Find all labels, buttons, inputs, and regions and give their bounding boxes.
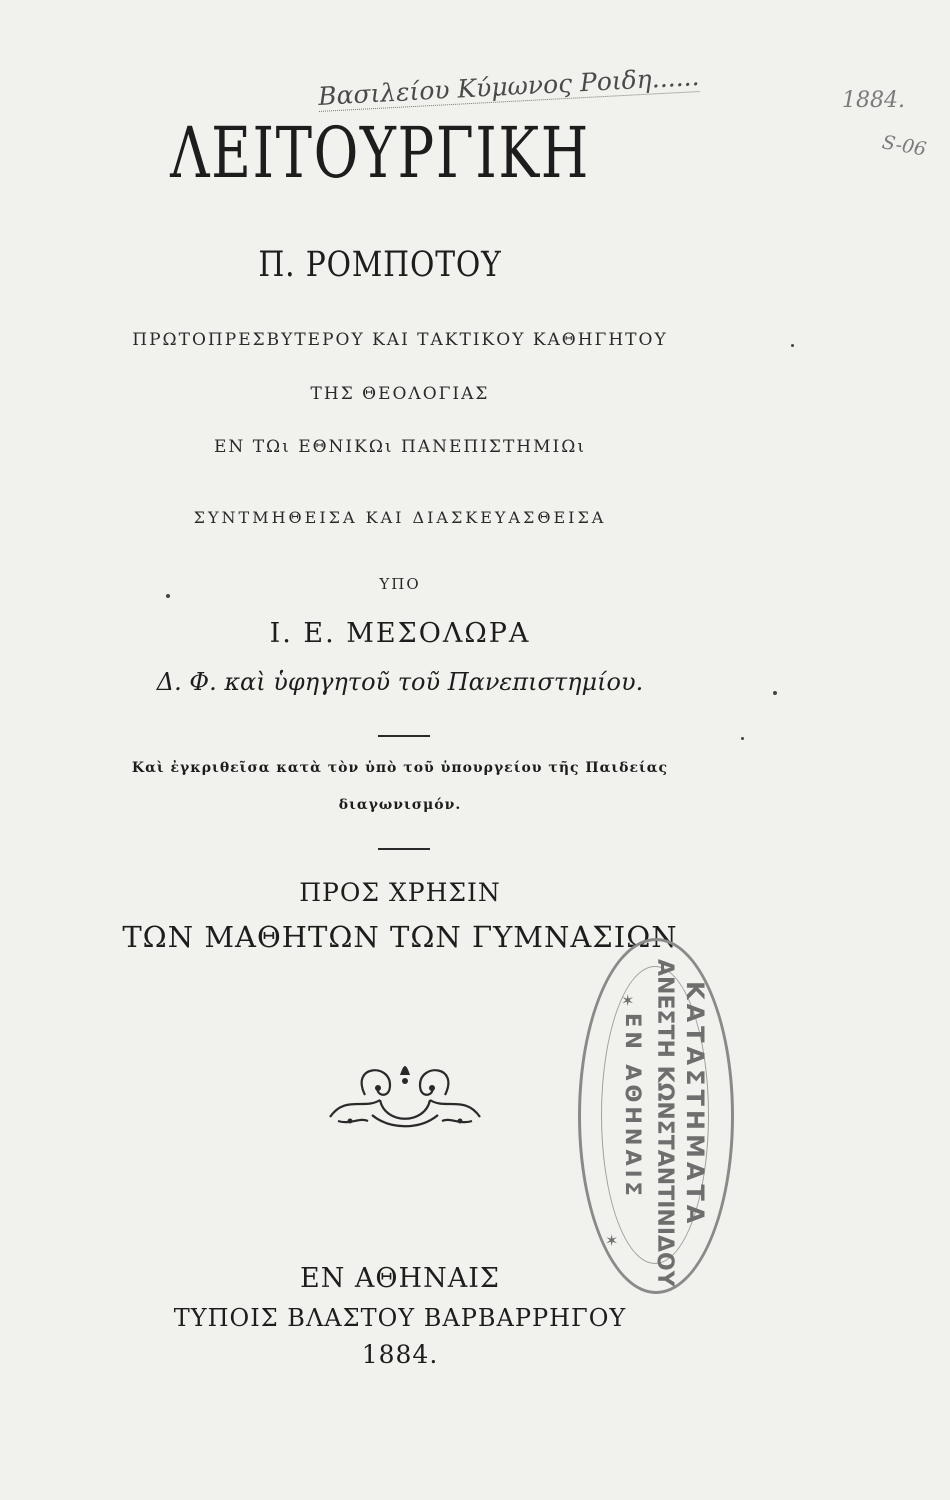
imprint-printer: ΤΥΠΟΙΣ ΒΛΑΣΤΟΥ ΒΑΡΒΑΡΡΗΓΟΥ — [173, 1304, 627, 1332]
ink-speck — [741, 737, 744, 740]
author-name: Π. ΡΟΜΠΟΤΟΥ — [258, 245, 502, 285]
stamp-middle-text: ΑΝΕΣΤΗ ΚΩΝΣΤΑΝΤΙΝΙΔΟΥ — [652, 959, 677, 1287]
book-title: ΛΕΙΤΟΥΡΓΙΚΗ — [170, 112, 590, 194]
ink-speck — [166, 594, 170, 598]
handwritten-margin-code: S-06 — [880, 131, 928, 161]
handwritten-owner-note: Βασιλείου Κύμωνος Ροιδη...... — [317, 62, 700, 111]
approval-line-2: διαγωνισμόν. — [338, 797, 462, 813]
imprint-year: 1884. — [361, 1340, 439, 1369]
editor-role: Δ. Φ. καὶ ὑφηγητοῦ τοῦ Πανεπιστημίου. — [156, 668, 644, 696]
separator-rule-2 — [378, 848, 430, 850]
author-role-line-2: ΤΗΣ ΘΕΟΛΟΓΙΑΣ — [310, 384, 490, 404]
approval-line-1: Καὶ ἐγκριθεῖσα κατὰ τὸν ὑπὸ τοῦ ὑπουργείου τῆς Παιδείας — [131, 760, 669, 776]
ink-speck — [791, 344, 794, 347]
ornament-icon — [320, 1055, 490, 1135]
purpose-line-2: ΤΩΝ ΜΑΘΗΤΩΝ ΤΩΝ ΓΥΜΝΑΣΙΩΝ — [122, 920, 678, 954]
by-label: ΥΠΟ — [379, 575, 421, 593]
stamp-inner-text: ΕΝ ΑΘΗΝΑΙΣ — [621, 1013, 645, 1200]
ink-speck — [773, 691, 777, 695]
bookseller-stamp — [578, 938, 734, 1294]
stamp-star-top: ✶ — [621, 991, 635, 1010]
editor-name: Ι. Ε. ΜΕΣΟΛΩΡΑ — [269, 618, 531, 649]
purpose-line-1: ΠΡΟΣ ΧΡΗΣΙΝ — [299, 878, 501, 907]
author-role-line-1: ΠΡΩΤΟΠΡΕΣΒΥΤΕΡΟΥ ΚΑΙ ΤΑΚΤΙΚΟΥ ΚΑΘΗΓΗΤΟΥ — [132, 330, 668, 350]
handwritten-margin-year: 1884. — [842, 88, 905, 113]
imprint-place: ΕΝ ΑΘΗΝΑΙΣ — [300, 1263, 500, 1294]
separator-rule-1 — [378, 735, 430, 737]
stamp-outer-text: ΚΑΤΑΣΤΗΜΑΤΑ — [681, 981, 709, 1228]
stamp-star-bottom: ✶ — [605, 1231, 619, 1250]
author-role-line-3: ΕΝ ΤΩι ΕΘΝΙΚΩι ΠΑΝΕΠΙΣΤΗΜΙΩι — [214, 437, 586, 457]
edited-statement: ΣΥΝΤΜΗΘΕΙΣΑ ΚΑΙ ΔΙΑΣΚΕΥΑΣΘΕΙΣΑ — [193, 508, 607, 527]
